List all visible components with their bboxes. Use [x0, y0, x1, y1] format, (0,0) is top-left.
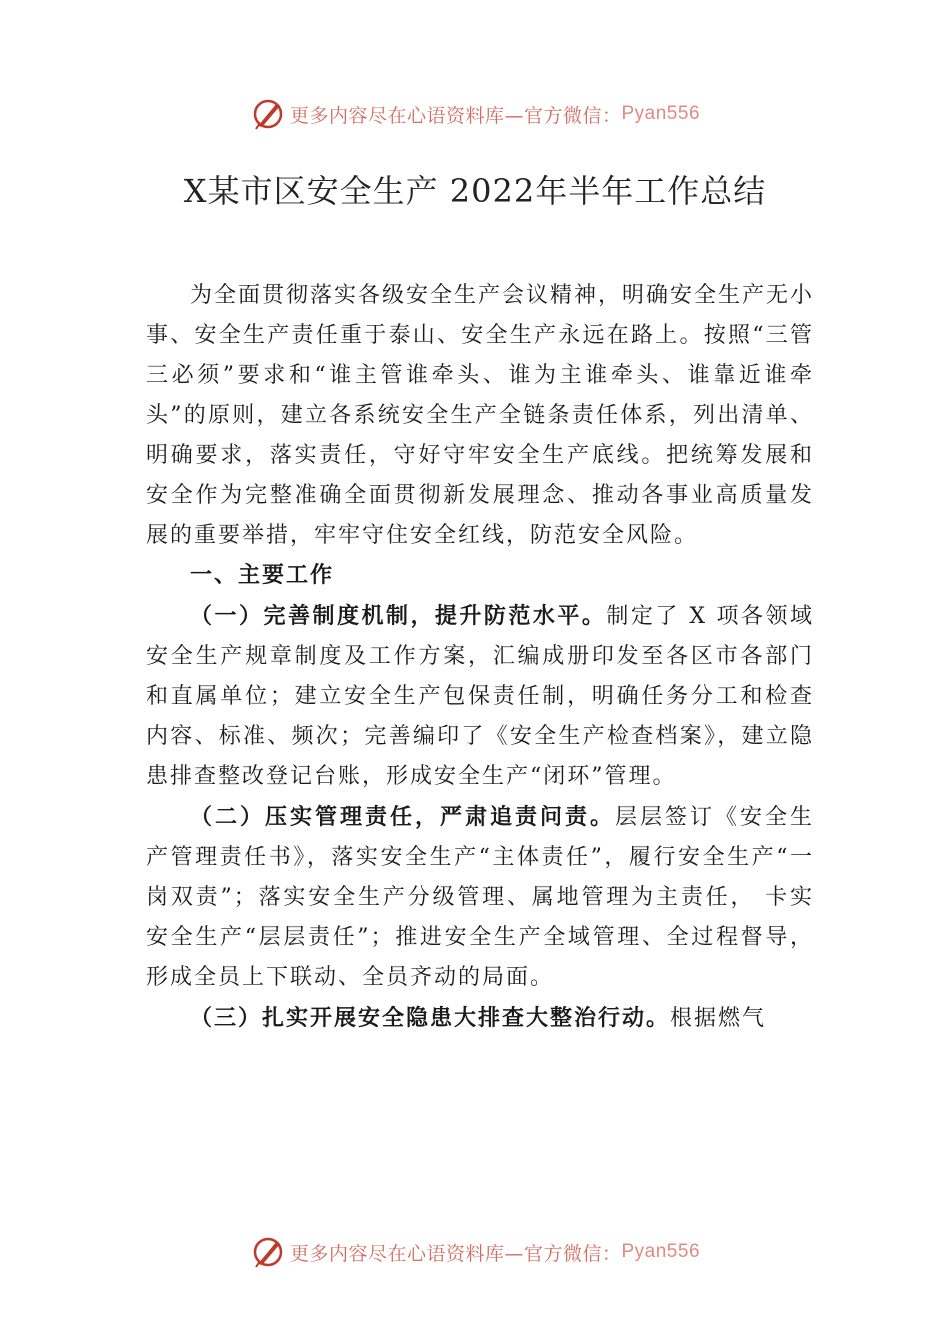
watermark-text: 更多内容尽在心语资料库—官方微信： — [289, 1242, 622, 1265]
work-item-body: 层层签订《安全生产管理责任书》，落实安全生产“主体责任”，履行安全生产“一岗双责”；落实安全生产分级管理、属地管理为主责任， 卡实安全生产“层层责任”；推进安全生产全域管理、全过程督导，形成全员上下联动、全员齐动的局面。 — [146, 805, 814, 990]
intro-paragraph: 为全面贯彻落实各级安全生产会议精神，明确安全生产无小事、安全生产责任重于泰山、安全生产永远在路上。按照“三管三必须”要求和“谁主管谁牵头、谁为主谁牵头、谁靠近谁牵头”的原则，建立各系统安全生产全链条责任体系，列出清单、明确要求，落实责任，守好守牢安全生产底线。把统筹发展和安全作为完整准确全面贯彻新发展理念、推动各事业高质量发展的重要举措，牢牢守住安全红线，防范安全风险。 — [146, 283, 815, 548]
work-item-paragraph — [146, 998, 814, 1039]
watermark-text: 更多内容尽在心语资料库—官方微信： — [289, 104, 622, 127]
work-item-lead: （三）扎实开展安全隐患大排查大整治行动。 — [190, 1005, 671, 1031]
watermark-wechat-id: Pyan556 — [621, 1241, 701, 1262]
quill-logo-icon — [250, 1234, 286, 1270]
quill-logo-icon — [250, 96, 286, 132]
section-heading-main-work: 一、主要工作 — [190, 563, 335, 588]
work-item-paragraph — [146, 596, 814, 797]
work-item-body: 根据燃气 — [670, 1006, 767, 1031]
watermark-header — [0, 94, 950, 134]
document-body — [146, 276, 814, 1039]
watermark-footer — [0, 1232, 950, 1272]
work-item-lead: （二）压实管理责任，严肃追责问责。 — [190, 804, 615, 830]
watermark-wechat-id: Pyan556 — [621, 103, 701, 124]
document-title: X某市区安全生产 2022年半年工作总结 — [183, 172, 767, 210]
work-item-body: 制定了 X 项各领域安全生产规章制度及工作方案，汇编成册印发至各区市各部门和直属单位；建立安全生产包保责任制，明确任务分工和检查内容、标准、频次；完善编印了《安全生产检查档案》，建立隐患排查整改登记台账，形成安全生产“闭环”管理。 — [146, 604, 814, 789]
work-item-paragraph — [146, 797, 814, 998]
work-item-lead: （一）完善制度机制，提升防范水平。 — [190, 603, 607, 629]
